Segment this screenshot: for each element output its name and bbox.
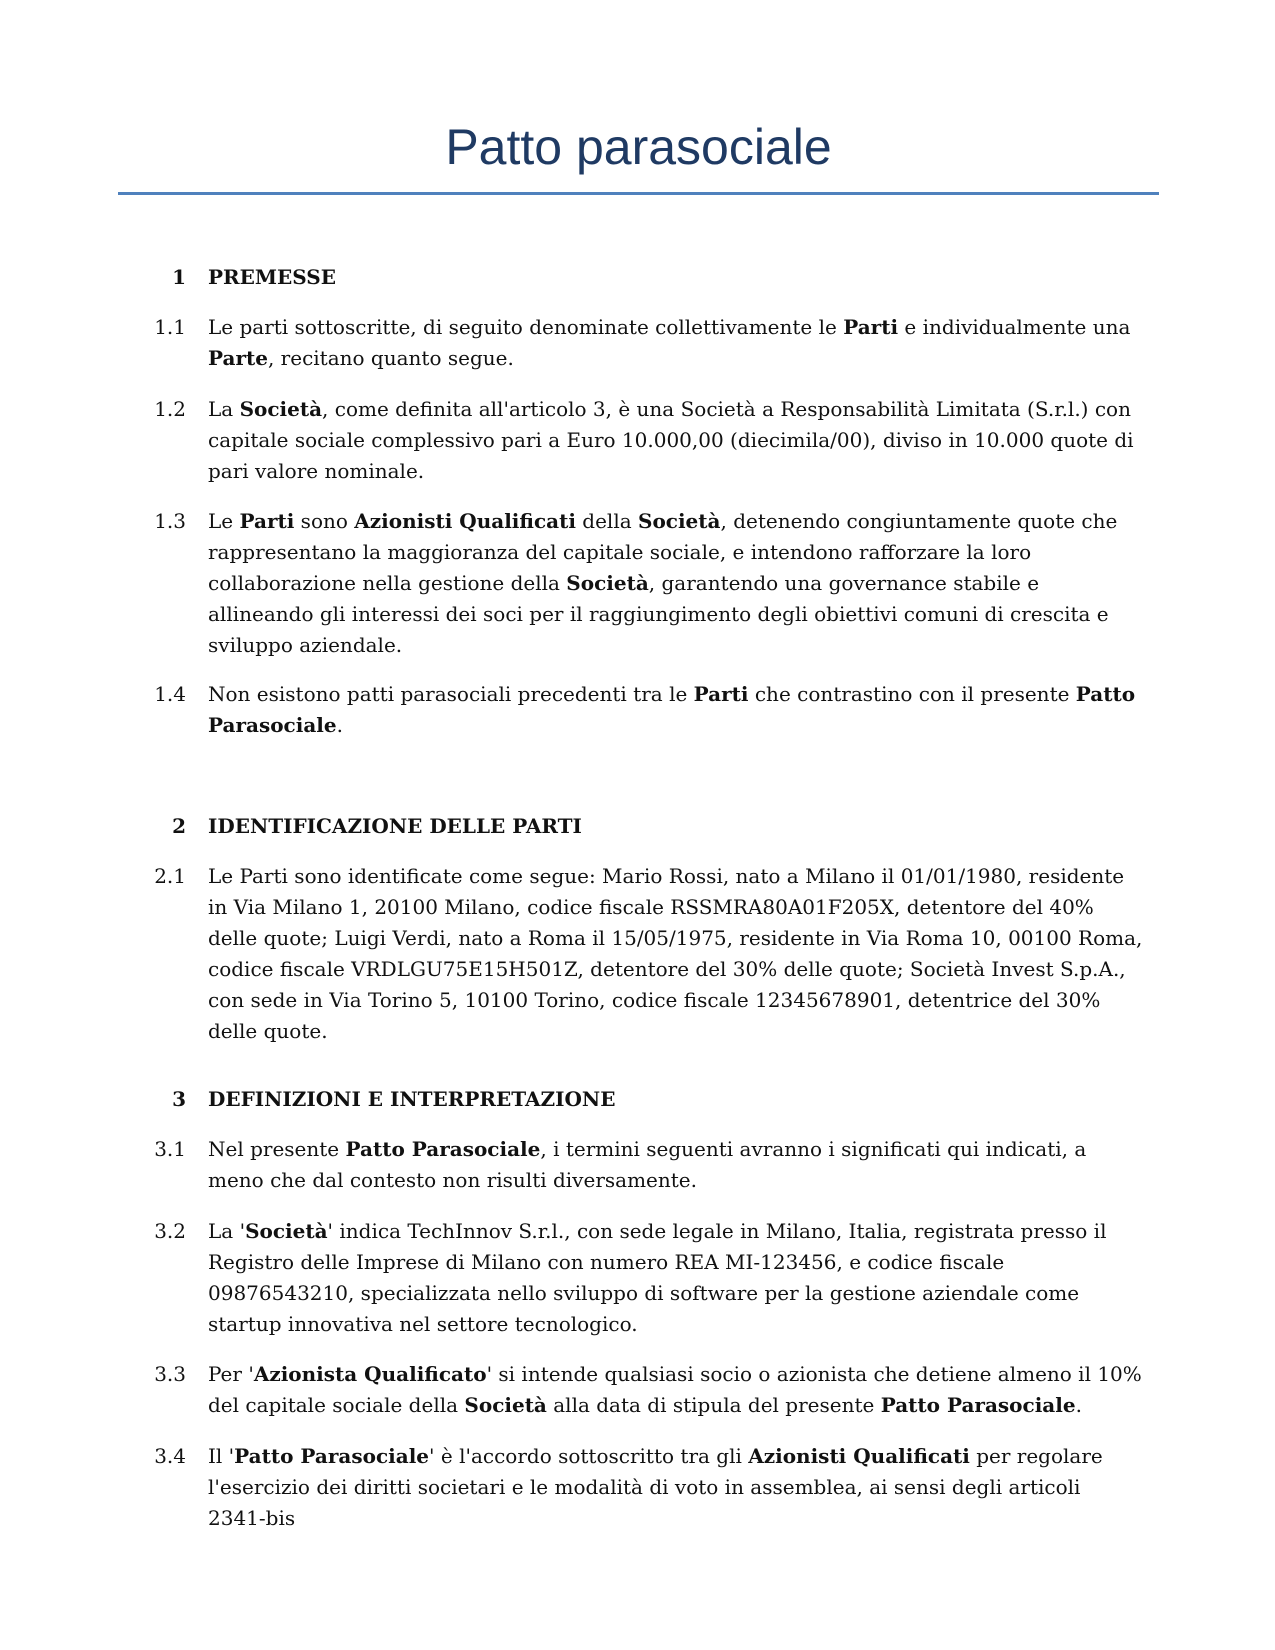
bold-term: Parte <box>208 346 268 370</box>
clause-text <box>208 312 1143 374</box>
bold-term: Patto Parasociale <box>880 1393 1076 1417</box>
section-number: 1 <box>172 265 186 289</box>
text-run: e individualmente una <box>898 315 1131 339</box>
clause-text <box>208 861 1143 1047</box>
text-run: Le parti sottoscritte, di seguito denominate collettivamente le <box>208 315 844 339</box>
bold-term: Società <box>464 1393 547 1417</box>
section-title: IDENTIFICAZIONE DELLE PARTI <box>208 814 582 838</box>
clause-number: 3.1 <box>154 1137 186 1161</box>
text-run: , garantendo una governance stabile e allineando gli interessi dei soci per il raggiungimento degli obiettivi comuni di crescita e sviluppo aziendale. <box>208 571 1109 657</box>
clause-text <box>208 394 1143 487</box>
text-run: ' indica TechInnov S.r.l., con sede legale in Milano, Italia, registrata presso il Registro delle Imprese di Milano con numero REA MI-123456, e codice fiscale 09876543210, specializzata nello sviluppo di software per la gestione aziendale come startup innovativa nel settore tecnologico. <box>208 1219 1107 1336</box>
section-number: 2 <box>172 814 186 838</box>
text-run: che contrastino con il presente <box>748 682 1076 706</box>
section-number: 3 <box>172 1087 186 1111</box>
bold-term: Azionisti Qualificati <box>354 509 576 533</box>
clause-text <box>208 1216 1143 1340</box>
text-run: Nel presente <box>208 1137 346 1161</box>
text-run: sono <box>294 509 355 533</box>
text-run: Non esistono patti parasociali precedenti tra le <box>208 682 694 706</box>
text-run: , recitano quanto segue. <box>267 346 514 370</box>
clause-number: 3.2 <box>154 1219 186 1243</box>
clause-number: 1.3 <box>154 509 186 533</box>
bold-term: Patto Parasociale <box>345 1137 541 1161</box>
bold-term: Società <box>566 571 649 595</box>
text-run: Le <box>208 509 240 533</box>
text-run: . <box>1075 1393 1082 1417</box>
clause-number: 1.1 <box>154 315 186 339</box>
text-run: La <box>208 397 240 421</box>
bold-term: Patto Parasociale <box>234 1444 430 1468</box>
clause-text <box>208 679 1143 741</box>
text-run: per regolare l'esercizio dei diritti societari e le modalità di voto in assemblea, ai sensi degli articoli 2341-bis <box>208 1444 1103 1530</box>
text-run: ' si intende qualsiasi socio o azionista che detiene almeno il 10% del capitale sociale della <box>208 1362 1142 1417</box>
bold-term: Patto Parasociale <box>208 682 1136 737</box>
clause-number: 1.2 <box>154 397 186 421</box>
bold-term: Parti <box>843 315 899 339</box>
text-run: , detenendo congiuntamente quote che rappresentano la maggioranza del capitale sociale, e intendono rafforzare la loro collaborazione nella gestione della <box>208 509 1118 595</box>
clause-text <box>208 1441 1143 1534</box>
clause-number: 1.4 <box>154 682 186 706</box>
text-run: , come definita all'articolo 3, è una Società a Responsabilità Limitata (S.r.l.) con capitale sociale complessivo pari a Euro 10.000,00 (diecimila/00), diviso in 10.000 quote di pari valore nominale. <box>208 397 1134 483</box>
bold-term: Società <box>239 397 323 421</box>
bold-term: Società <box>245 1219 328 1243</box>
bold-term: Azionista Qualificato <box>253 1362 487 1386</box>
text-run: La ' <box>208 1219 246 1243</box>
text-run: alla data di stipula del presente <box>546 1393 881 1417</box>
clause-number: 2.1 <box>154 864 186 888</box>
text-run: della <box>575 509 638 533</box>
text-run: Le Parti sono identificate come segue: Mario Rossi, nato a Milano il 01/01/1980, residente in Via Milano 1, 20100 Milano, codice fiscale RSSMRA80A01F205X, detentore del 40% delle quote; Luigi Verdi, nato a Roma il 15/05/1975, residente in Via Roma 10, 00100 Roma, codice fiscale VRDLGU75E15H501Z, detentore del 30% delle quote; Società Invest S.p.A., con sede in Via Torino 5, 10100 Torino, codice fiscale 12345678901, detentrice del 30% delle quote. <box>208 864 1143 1043</box>
clause-text <box>208 1359 1143 1421</box>
bold-term: Parti <box>239 509 295 533</box>
clause-text <box>208 1134 1143 1196</box>
clause-number: 3.4 <box>154 1444 186 1468</box>
text-run: ' è l'accordo sottoscritto tra gli <box>429 1444 749 1468</box>
clause-text <box>208 506 1143 661</box>
section-title: PREMESSE <box>208 265 336 289</box>
title-block <box>118 118 1159 195</box>
bold-term: Società <box>638 509 721 533</box>
document-title: Patto parasociale <box>445 119 832 175</box>
clause-number: 3.3 <box>154 1362 186 1386</box>
text-run: Per ' <box>208 1362 254 1386</box>
text-run: . <box>336 713 343 737</box>
section-title: DEFINIZIONI E INTERPRETAZIONE <box>208 1087 616 1111</box>
bold-term: Parti <box>693 682 749 706</box>
text-run: , i termini seguenti avranno i significati qui indicati, a meno che dal contesto non risulti diversamente. <box>208 1137 1087 1192</box>
bold-term: Azionisti Qualificati <box>748 1444 970 1468</box>
text-run: Il ' <box>208 1444 235 1468</box>
title-underline <box>118 192 1159 195</box>
